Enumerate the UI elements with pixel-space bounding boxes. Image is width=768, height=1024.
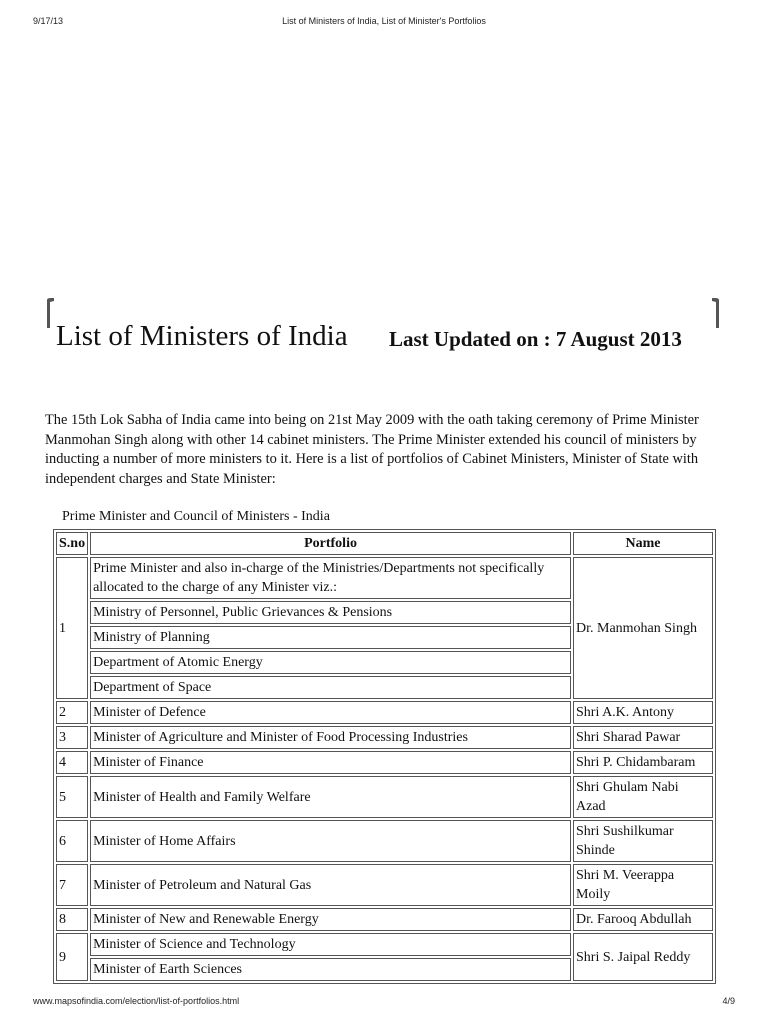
page-title: List of Ministers of India <box>56 320 348 352</box>
row-portfolio: Minister of Earth Sciences <box>90 958 571 981</box>
row-portfolio: Minister of New and Renewable Energy <box>90 908 571 931</box>
row-name: Shri Sushilkumar Shinde <box>573 820 713 862</box>
table-row <box>56 557 713 599</box>
row-portfolio: Ministry of Planning <box>90 626 571 649</box>
ministers-table <box>53 529 716 984</box>
row-sno: 9 <box>56 933 88 981</box>
row-portfolio: Minister of Defence <box>90 701 571 724</box>
last-updated: Last Updated on : 7 August 2013 <box>389 327 682 351</box>
row-sno: 4 <box>56 751 88 774</box>
intro-paragraph: The 15th Lok Sabha of India came into being on 21st May 2009 with the oath taking ceremony of Prime Minister Manmohan Singh along with other 14 cabinet ministers. The Prime Minister extended his council of ministers by inducting a number of more ministers to it. Here is a list of portfolios of Cabinet Ministers, Minister of State with independent charges and State Minister: <box>45 412 699 487</box>
row-portfolio: Ministry of Personnel, Public Grievances & Pensions <box>90 601 571 624</box>
row-portfolio: Minister of Home Affairs <box>90 820 571 862</box>
row-portfolio: Minister of Finance <box>90 751 571 774</box>
row-portfolio: Department of Space <box>90 676 571 699</box>
row-portfolio: Minister of Health and Family Welfare <box>90 776 571 818</box>
row-sno: 1 <box>56 557 88 699</box>
table-row <box>56 726 713 749</box>
row-name: Shri M. Veerappa Moily <box>573 864 713 906</box>
row-name: Shri S. Jaipal Reddy <box>573 933 713 981</box>
row-portfolio: Minister of Petroleum and Natural Gas <box>90 864 571 906</box>
print-url: www.mapsofindia.com/election/list-of-portfolios.html <box>33 996 240 1006</box>
column-header-sno: S.no <box>56 532 88 555</box>
row-name: Shri P. Chidambaram <box>573 751 713 774</box>
row-sno: 8 <box>56 908 88 931</box>
row-portfolio: Department of Atomic Energy <box>90 651 571 674</box>
table-row <box>56 933 713 956</box>
row-sno: 7 <box>56 864 88 906</box>
row-name: Shri A.K. Antony <box>573 701 713 724</box>
row-sno: 2 <box>56 701 88 724</box>
table-row <box>56 864 713 906</box>
print-page-title: List of Ministers of India, List of Minister's Portfolios <box>282 16 486 26</box>
table-row <box>56 701 713 724</box>
row-sno: 6 <box>56 820 88 862</box>
print-page-number: 4/9 <box>722 996 735 1006</box>
table-header-row <box>56 532 713 555</box>
row-name: Dr. Manmohan Singh <box>573 557 713 699</box>
column-header-name: Name <box>573 532 713 555</box>
row-portfolio: Minister of Science and Technology <box>90 933 571 956</box>
left-bracket-icon <box>45 298 54 328</box>
right-bracket-icon <box>712 298 721 328</box>
table-row <box>56 751 713 774</box>
table-caption: Prime Minister and Council of Ministers - India <box>62 509 330 524</box>
row-name: Shri Sharad Pawar <box>573 726 713 749</box>
column-header-portfolio: Portfolio <box>90 532 571 555</box>
row-portfolio: Minister of Agriculture and Minister of Food Processing Industries <box>90 726 571 749</box>
table-row <box>56 820 713 862</box>
row-sno: 5 <box>56 776 88 818</box>
row-sno: 3 <box>56 726 88 749</box>
table-row <box>56 908 713 931</box>
row-portfolio: Prime Minister and also in-charge of the Ministries/Departments not specifically allocated to the charge of any Minister viz.: <box>90 557 571 599</box>
print-date: 9/17/13 <box>33 16 64 26</box>
row-name: Shri Ghulam Nabi Azad <box>573 776 713 818</box>
row-name: Dr. Farooq Abdullah <box>573 908 713 931</box>
table-row <box>56 776 713 818</box>
